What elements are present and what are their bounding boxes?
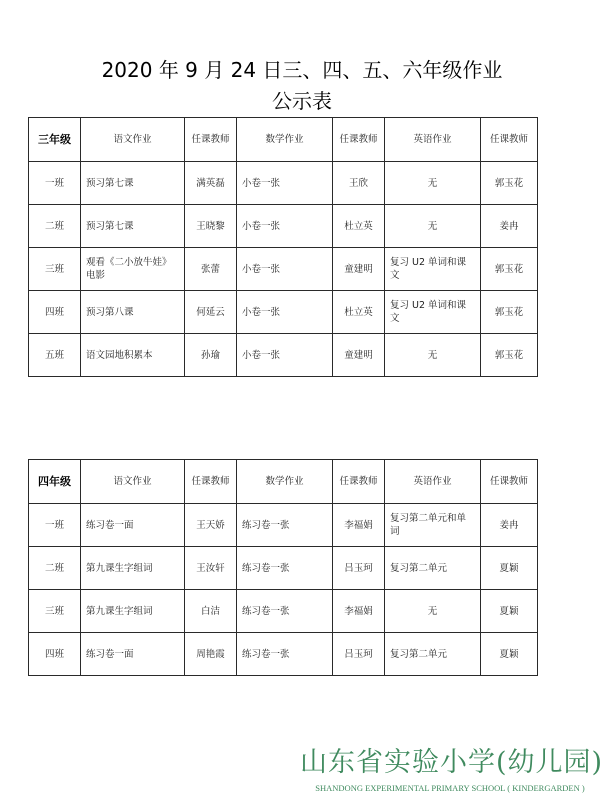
teacher-cell: 童建明	[333, 248, 385, 291]
teacher-cell: 周艳霞	[185, 633, 237, 676]
column-header-teacher: 任课教师	[481, 460, 538, 504]
class-cell: 三班	[29, 248, 81, 291]
teacher-cell: 夏颖	[481, 547, 538, 590]
column-header-teacher: 任课教师	[333, 118, 385, 162]
english-homework-cell: 复习 U2 单词和课文	[385, 248, 481, 291]
teacher-cell: 郭玉花	[481, 162, 538, 205]
column-header-math: 数学作业	[237, 460, 333, 504]
english-homework-cell: 无	[385, 162, 481, 205]
chinese-homework-cell: 练习卷一面	[81, 633, 185, 676]
teacher-cell: 王晓黎	[185, 205, 237, 248]
math-homework-cell: 小卷一张	[237, 291, 333, 334]
grade4-homework-table	[28, 459, 538, 676]
column-header-chinese: 语文作业	[81, 118, 185, 162]
teacher-cell: 吕玉珂	[333, 547, 385, 590]
grade-label: 四年级	[29, 460, 81, 504]
chinese-homework-cell: 第九课生字组词	[81, 547, 185, 590]
teacher-cell: 杜立英	[333, 205, 385, 248]
teacher-cell: 杜立英	[333, 291, 385, 334]
column-header-teacher: 任课教师	[333, 460, 385, 504]
column-header-english: 英语作业	[385, 118, 481, 162]
teacher-cell: 张蕾	[185, 248, 237, 291]
column-header-teacher: 任课教师	[481, 118, 538, 162]
column-header-english: 英语作业	[385, 460, 481, 504]
math-homework-cell: 小卷一张	[237, 162, 333, 205]
table-row	[29, 633, 538, 676]
english-homework-cell: 复习第二单元和单词	[385, 504, 481, 547]
table-row	[29, 590, 538, 633]
teacher-cell: 王汝轩	[185, 547, 237, 590]
school-name-chinese: 山东省实验小学(幼儿园)	[300, 747, 604, 778]
math-homework-cell: 练习卷一张	[237, 547, 333, 590]
teacher-cell: 何延云	[185, 291, 237, 334]
table-row	[29, 205, 538, 248]
math-homework-cell: 小卷一张	[237, 334, 333, 377]
english-homework-cell: 复习第二单元	[385, 633, 481, 676]
teacher-cell: 郭玉花	[481, 248, 538, 291]
teacher-cell: 满英磊	[185, 162, 237, 205]
table-row	[29, 291, 538, 334]
math-homework-cell: 练习卷一张	[237, 633, 333, 676]
english-homework-cell: 无	[385, 334, 481, 377]
teacher-cell: 白洁	[185, 590, 237, 633]
teacher-cell: 姜冉	[481, 205, 538, 248]
english-homework-cell: 无	[385, 205, 481, 248]
class-cell: 二班	[29, 205, 81, 248]
english-homework-cell: 复习第二单元	[385, 547, 481, 590]
grade3-homework-table	[28, 117, 538, 377]
class-cell: 一班	[29, 504, 81, 547]
chinese-homework-cell: 预习第七课	[81, 162, 185, 205]
math-homework-cell: 小卷一张	[237, 205, 333, 248]
class-cell: 五班	[29, 334, 81, 377]
math-homework-cell: 小卷一张	[237, 248, 333, 291]
table-row	[29, 248, 538, 291]
column-header-math: 数学作业	[237, 118, 333, 162]
teacher-cell: 郭玉花	[481, 334, 538, 377]
page-subtitle: 公示表	[272, 89, 332, 113]
table-row	[29, 547, 538, 590]
table-header-row	[29, 460, 538, 504]
teacher-cell: 王欣	[333, 162, 385, 205]
table-row	[29, 162, 538, 205]
table-row	[29, 334, 538, 377]
teacher-cell: 夏颖	[481, 590, 538, 633]
math-homework-cell: 练习卷一张	[237, 590, 333, 633]
table-header-row	[29, 118, 538, 162]
class-cell: 三班	[29, 590, 81, 633]
page-title: 2020 年 9 月 24 日三、四、五、六年级作业	[101, 58, 503, 82]
teacher-cell: 李福娟	[333, 590, 385, 633]
class-cell: 一班	[29, 162, 81, 205]
class-cell: 四班	[29, 291, 81, 334]
school-name-english: SHANDONG EXPERIMENTAL PRIMARY SCHOOL ( KINDERGARDEN )	[315, 783, 585, 793]
teacher-cell: 吕玉珂	[333, 633, 385, 676]
school-watermark-logo	[300, 746, 604, 798]
teacher-cell: 郭玉花	[481, 291, 538, 334]
class-cell: 二班	[29, 547, 81, 590]
column-header-teacher: 任课教师	[185, 118, 237, 162]
english-homework-cell: 复习 U2 单词和课文	[385, 291, 481, 334]
math-homework-cell: 练习卷一张	[237, 504, 333, 547]
english-homework-cell: 无	[385, 590, 481, 633]
table-row	[29, 504, 538, 547]
chinese-homework-cell: 预习第七课	[81, 205, 185, 248]
column-header-teacher: 任课教师	[185, 460, 237, 504]
chinese-homework-cell: 语文园地积累本	[81, 334, 185, 377]
class-cell: 四班	[29, 633, 81, 676]
teacher-cell: 姜冉	[481, 504, 538, 547]
grade-label: 三年级	[29, 118, 81, 162]
teacher-cell: 童建明	[333, 334, 385, 377]
teacher-cell: 王天娇	[185, 504, 237, 547]
chinese-homework-cell: 预习第八课	[81, 291, 185, 334]
chinese-homework-cell: 观看《二小放牛娃》电影	[81, 248, 185, 291]
column-header-chinese: 语文作业	[81, 460, 185, 504]
teacher-cell: 孙瑜	[185, 334, 237, 377]
teacher-cell: 夏颖	[481, 633, 538, 676]
chinese-homework-cell: 第九课生字组词	[81, 590, 185, 633]
teacher-cell: 李福娟	[333, 504, 385, 547]
chinese-homework-cell: 练习卷一面	[81, 504, 185, 547]
